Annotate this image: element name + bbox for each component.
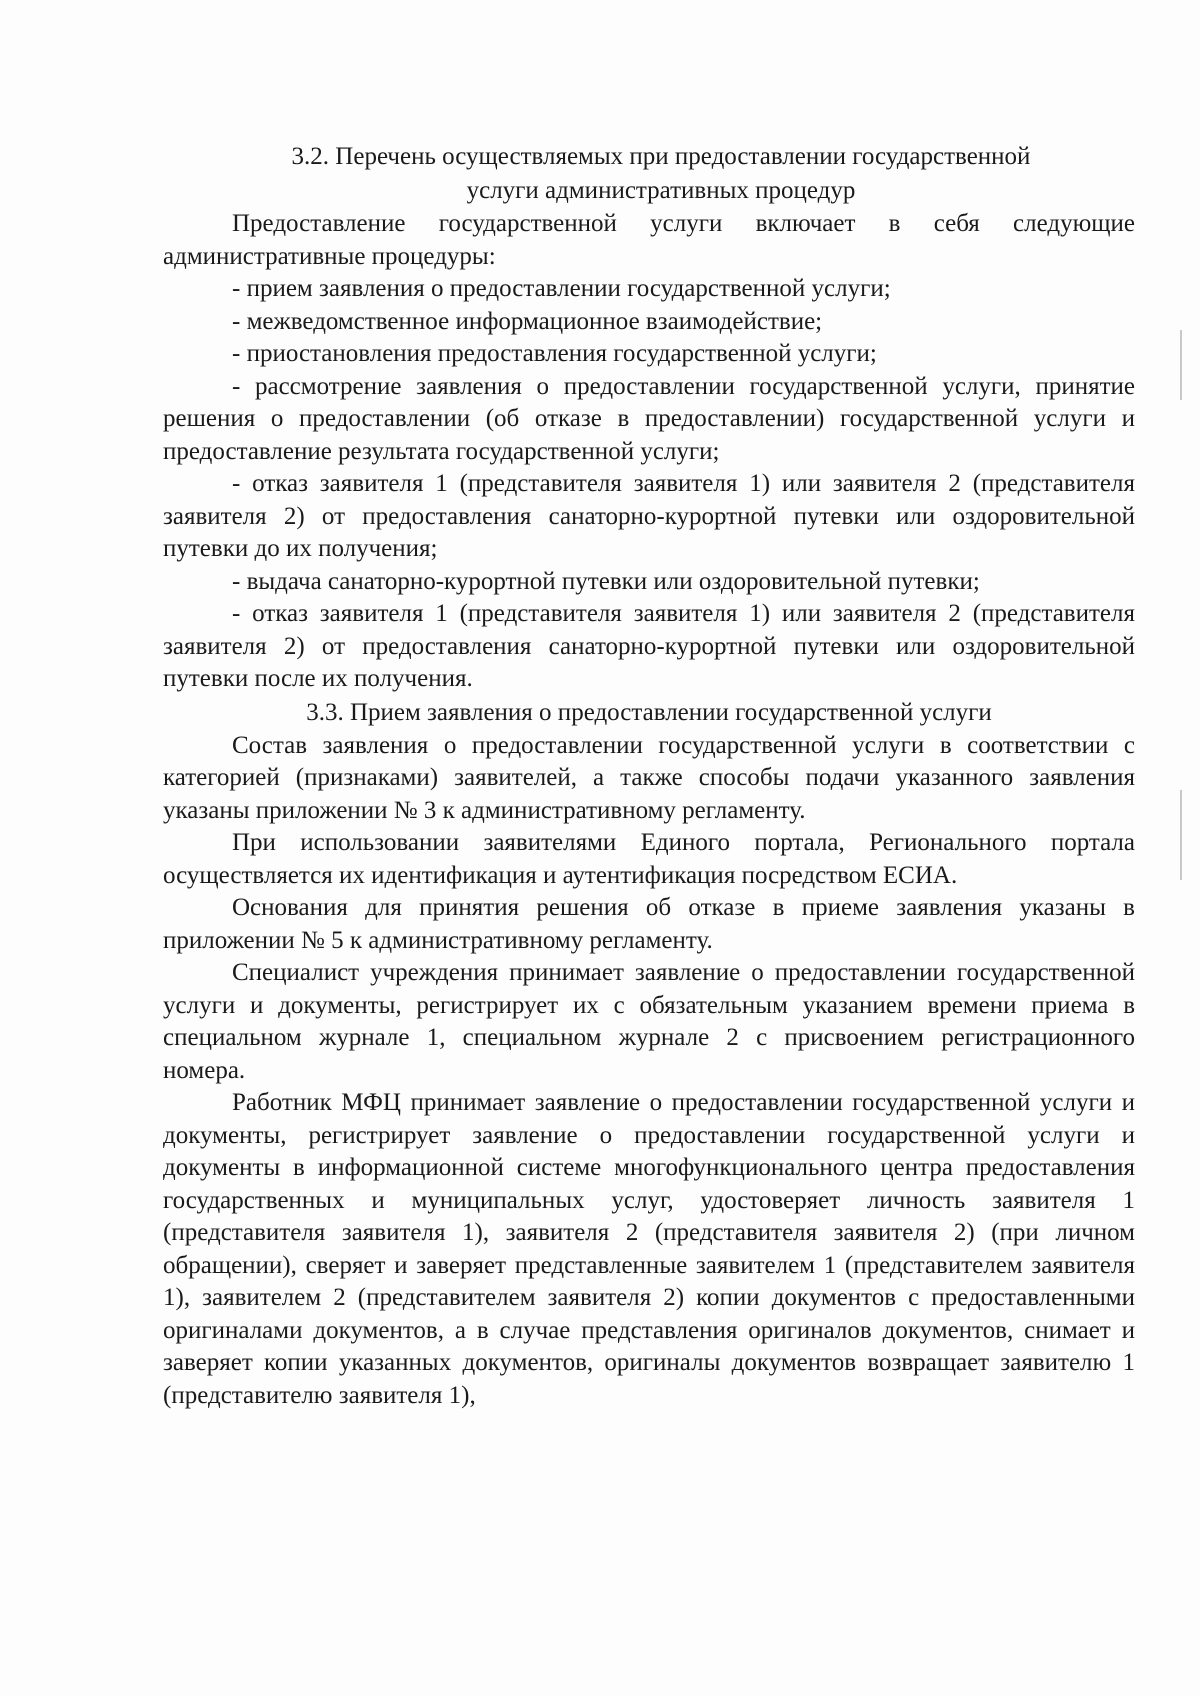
paragraph: При использовании заявителями Единого портала, Регионального портала осуществляется их идентификация и аутентификация посредством ЕСИА. bbox=[163, 829, 1135, 889]
paragraph: Предоставление государственной услуги включает в себя следующие административные процедуры: bbox=[163, 210, 1135, 270]
document-body bbox=[163, 140, 1135, 1412]
list-item: - отказ заявителя 1 (представителя заявителя 1) или заявителя 2 (представителя заявителя 2) от предоставления санаторно-курортной путевки или оздоровительной путевки до их получения; bbox=[163, 470, 1135, 562]
paragraph: Работник МФЦ принимает заявление о предоставлении государственной услуги и документы, регистрирует заявление о предоставлении государственной услуги и документы в информационной системе многофункционального центра предоставления государственных и муниципальных услуг, удостоверяет личность заявителя 1 (представителя заявителя 1), заявителя 2 (представителя заявителя 2) (при личном обращении), сверяет и заверяет представленные заявителем 1 (представителем заявителя 1), заявителем 2 (представителем заявителя 2) копии документов с предоставленными оригиналами документов, а в случае представления оригиналов документов, снимает и заверяет копии указанных документов, оригиналы документов возвращает заявителю 1 (представителю заявителя 1), bbox=[163, 1089, 1135, 1409]
list-item: - межведомственное информационное взаимодействие; bbox=[232, 307, 823, 335]
paragraph: Специалист учреждения принимает заявление о предоставлении государственной услуги и документы, регистрирует их с обязательным указанием времени приема в специальном журнале 1, специальном журнале 2 с присвоением регистрационного номера. bbox=[163, 959, 1135, 1084]
heading-line-2: услуги административных процедур bbox=[466, 177, 856, 204]
paragraph: Состав заявления о предоставлении государственной услуги в соответствии с категорией (признаками) заявителей, а также способы подачи указанного заявления указаны приложении № 3 к административному регламенту. bbox=[163, 731, 1135, 824]
list-item: - прием заявления о предоставлении государственной услуги; bbox=[232, 275, 891, 302]
section-heading-3-2 bbox=[163, 140, 1135, 208]
list-item: - выдача санаторно-курортной путевки или оздоровительной путевки; bbox=[232, 567, 980, 595]
scan-edge-mark bbox=[1180, 790, 1182, 880]
section-heading-3-3: 3.3. Прием заявления о предоставлении государственной услуги bbox=[306, 698, 992, 726]
scan-edge-mark bbox=[1180, 330, 1182, 400]
list-item: - приостановления предоставления государственной услуги; bbox=[232, 340, 877, 367]
heading-line-1: 3.2. Перечень осуществляемых при предоставлении государственной bbox=[291, 143, 1031, 170]
list-item: - рассмотрение заявления о предоставлении государственной услуги, принятие решения о предоставлении (об отказе в предоставлении) государственной услуги и предоставление результата государственной услуги; bbox=[163, 372, 1135, 465]
list-item: - отказ заявителя 1 (представителя заявителя 1) или заявителя 2 (представителя заявителя 2) от предоставления санаторно-курортной путевки или оздоровительной путевки после их получения. bbox=[163, 600, 1135, 692]
paragraph: Основания для принятия решения об отказе в приеме заявления указаны в приложении № 5 к административному регламенту. bbox=[163, 894, 1135, 954]
